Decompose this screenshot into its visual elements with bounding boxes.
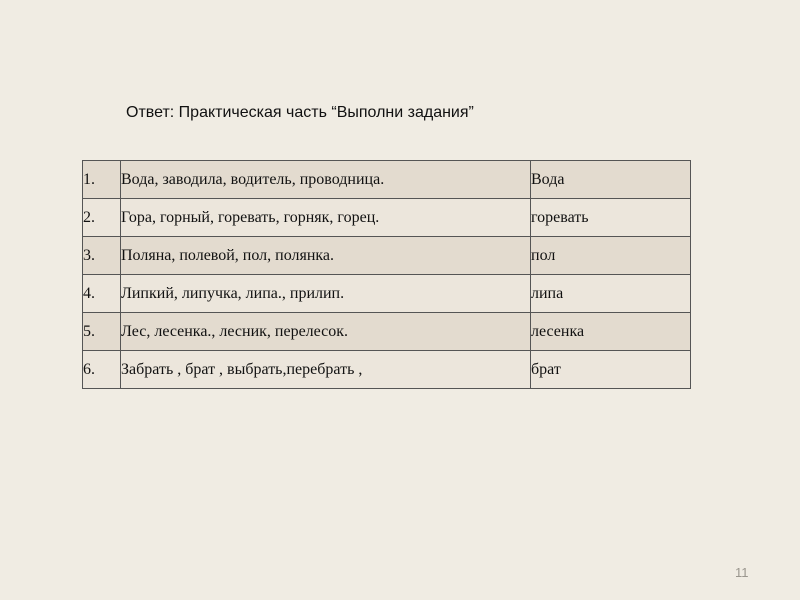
table-row bbox=[83, 275, 691, 313]
table-row bbox=[83, 237, 691, 275]
row-words: Липкий, липучка, липа., прилип. bbox=[121, 275, 531, 313]
page-number: 11 bbox=[735, 565, 749, 580]
row-words: Гора, горный, горевать, горняк, горец. bbox=[121, 199, 531, 237]
row-answer: горевать bbox=[531, 199, 691, 237]
row-number: 4. bbox=[83, 275, 121, 313]
row-answer: брат bbox=[531, 351, 691, 389]
row-words: Лес, лесенка., лесник, перелесок. bbox=[121, 313, 531, 351]
table-row bbox=[83, 351, 691, 389]
table-row bbox=[83, 161, 691, 199]
row-answer: Вода bbox=[531, 161, 691, 199]
row-number: 3. bbox=[83, 237, 121, 275]
row-number: 5. bbox=[83, 313, 121, 351]
row-words: Забрать , брат , выбрать,перебрать , bbox=[121, 351, 531, 389]
row-answer: пол bbox=[531, 237, 691, 275]
slide-title: Ответ: Практическая часть “Выполни задания” bbox=[126, 104, 474, 121]
table-row bbox=[83, 313, 691, 351]
row-number: 6. bbox=[83, 351, 121, 389]
answers-table bbox=[82, 160, 691, 389]
row-answer: липа bbox=[531, 275, 691, 313]
row-words: Поляна, полевой, пол, полянка. bbox=[121, 237, 531, 275]
row-number: 1. bbox=[83, 161, 121, 199]
table-row bbox=[83, 199, 691, 237]
row-words: Вода, заводила, водитель, проводница. bbox=[121, 161, 531, 199]
row-number: 2. bbox=[83, 199, 121, 237]
row-answer: лесенка bbox=[531, 313, 691, 351]
